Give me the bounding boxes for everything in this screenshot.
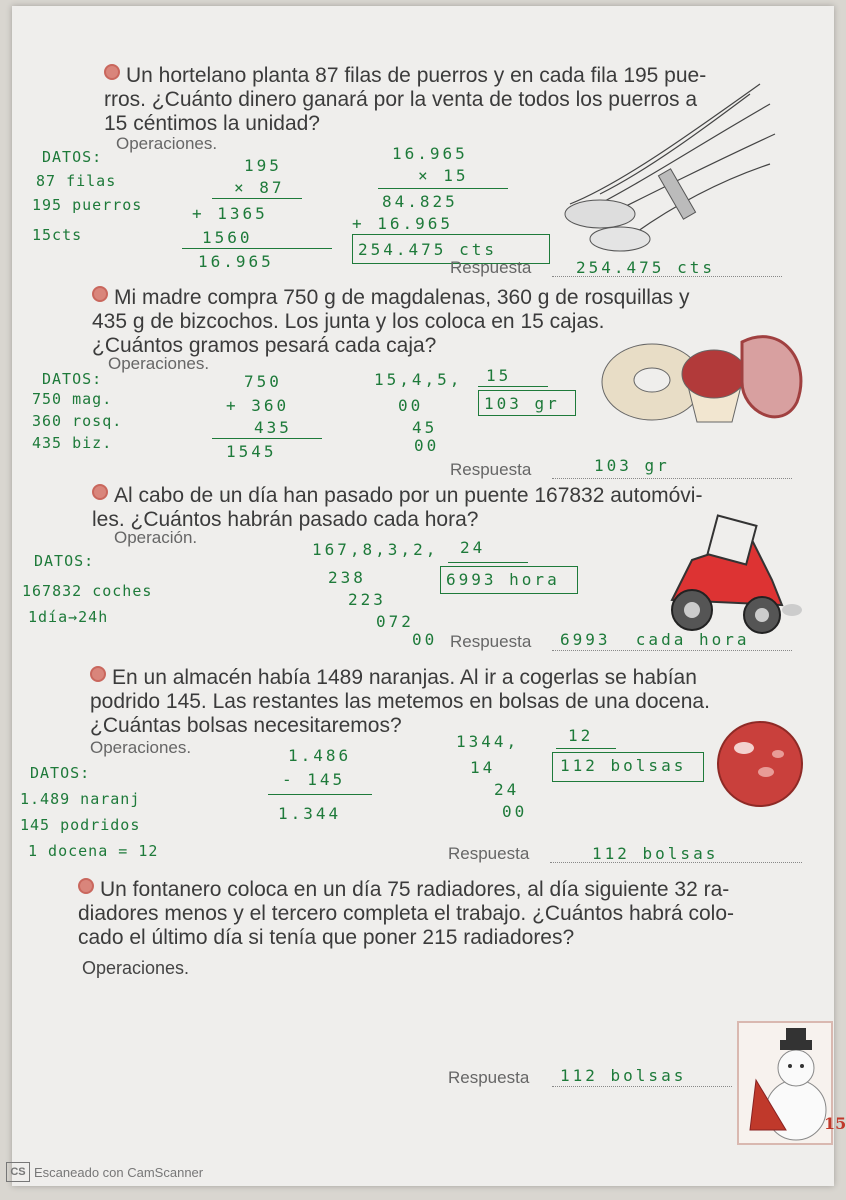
footer-text: Escaneado con CamScanner — [34, 1164, 204, 1180]
work-line: 1344, — [456, 732, 520, 751]
operations-label: Operaciones. — [116, 134, 218, 153]
divisor: 24 — [460, 538, 486, 557]
orange-illustration — [710, 714, 810, 810]
datos-item: 87 filas — [36, 172, 117, 190]
work-line: 00 — [502, 802, 528, 821]
work-line: × 87 — [234, 178, 285, 197]
work-line: 072 — [376, 612, 414, 631]
work-line: 167,8,3,2, — [312, 540, 439, 559]
work-line: 24 — [494, 780, 520, 799]
divisor: 12 — [568, 726, 594, 745]
datos-item: 167832 coches — [22, 582, 153, 600]
scanner-footer — [6, 1162, 203, 1182]
answer-label: Respuesta — [450, 258, 532, 277]
work-line: 00 — [412, 630, 438, 649]
work-line: 1.486 — [288, 746, 352, 765]
datos-item: 15cts — [32, 226, 83, 244]
bullet-icon — [92, 484, 108, 500]
work-line: + 360 — [226, 396, 290, 415]
bullet-icon — [92, 286, 108, 302]
work-line: 00 — [398, 396, 424, 415]
answer-value: 6993 cada hora — [560, 630, 750, 649]
bullet-icon — [78, 878, 94, 894]
work-line: 195 — [244, 156, 282, 175]
work-line: - 145 — [282, 770, 346, 789]
work-line: 1545 — [226, 442, 277, 461]
datos-heading: DATOS: — [34, 552, 95, 570]
operations-label: Operaciones. — [82, 958, 190, 978]
datos-item: 145 podridos — [20, 816, 141, 834]
problem-5-text: Un fontanero coloca en un día 75 radiadores, al día siguiente 32 ra- diadores menos y el tercero completa el trabajo. ¿Cuántos habrá colo- cado el último día si tenía que poner 215 radiadores? — [78, 878, 735, 949]
work-line: 00 — [414, 436, 440, 455]
result-boxed: 6993 hora — [446, 570, 560, 589]
work-line: 238 — [328, 568, 366, 587]
operations-label: Operaciones. — [108, 354, 210, 373]
answer-label: Respuesta — [450, 460, 532, 479]
work-line: 16.965 — [198, 252, 274, 271]
datos-heading: DATOS: — [42, 148, 103, 166]
work-line: × 15 — [418, 166, 469, 185]
work-line: 1560 — [202, 228, 253, 247]
datos-heading: DATOS: — [30, 764, 91, 782]
work-line: + 16.965 — [352, 214, 454, 233]
answer-label: Respuesta — [448, 1068, 530, 1087]
work-line: 14 — [470, 758, 496, 777]
answer-value: 103 gr — [594, 456, 670, 475]
answer-value: 112 bolsas — [560, 1066, 687, 1085]
datos-item: 360 rosq. — [32, 412, 123, 430]
worksheet-page — [12, 6, 846, 1186]
work-line: 45 — [412, 418, 438, 437]
datos-item: 435 biz. — [32, 434, 113, 452]
datos-heading: DATOS: — [42, 370, 103, 388]
operations-label: Operaciones. — [90, 738, 192, 757]
car-illustration — [652, 510, 802, 650]
operations-label: Operación. — [114, 528, 198, 547]
divisor: 15 — [486, 366, 512, 385]
work-line: 1.344 — [278, 804, 342, 823]
page-number: 15 — [824, 1114, 846, 1133]
bullet-icon — [90, 666, 106, 682]
datos-item: 1 docena = 12 — [28, 842, 159, 860]
problem-1-text: Un hortelano planta 87 filas de puerros y en cada fila 195 pue- rros. ¿Cuánto dinero ganará por la venta de todos los puerros a 15 céntimos la unidad? — [104, 64, 707, 135]
datos-item: 1día→24h — [28, 608, 109, 626]
snowman-illustration — [736, 1020, 834, 1146]
work-line: 750 — [244, 372, 282, 391]
problem-2-text: Mi madre compra 750 g de magdalenas, 360 g de rosquillas y 435 g de bizcochos. Los junta y los coloca en 15 cajas. ¿Cuántos gramos pesará cada caja? — [92, 286, 690, 357]
answer-label: Respuesta — [450, 632, 532, 651]
bullet-icon — [104, 64, 120, 80]
datos-item: 1.489 naranj — [20, 790, 141, 808]
problem-4-text: En un almacén había 1489 naranjas. Al ir a cogerlas se habían podrido 145. Las restantes las metemos en bolsas de una docena. ¿Cuántas bolsas necesitaremos? — [90, 666, 710, 737]
answer-value: 112 bolsas — [592, 844, 719, 863]
pastries-illustration — [592, 322, 812, 442]
datos-item: 750 mag. — [32, 390, 113, 408]
result-boxed: 112 bolsas — [560, 756, 687, 775]
answer-label: Respuesta — [448, 844, 530, 863]
result-boxed: 254.475 cts — [358, 240, 497, 259]
leeks-illustration — [560, 74, 780, 264]
result-boxed: 103 gr — [484, 394, 560, 413]
datos-item: 195 puerros — [32, 196, 143, 214]
answer-value: 254.475 cts — [576, 258, 715, 277]
work-line: + 1365 — [192, 204, 268, 223]
work-line: 435 — [254, 418, 292, 437]
work-line: 223 — [348, 590, 386, 609]
problem-3-text: Al cabo de un día han pasado por un puente 167832 automóvi- les. ¿Cuántos habrán pasado cada hora? — [92, 484, 703, 531]
camscanner-logo-icon: CS — [6, 1162, 30, 1182]
work-line: 84.825 — [382, 192, 458, 211]
work-line: 16.965 — [392, 144, 468, 163]
work-line: 15,4,5, — [374, 370, 463, 389]
